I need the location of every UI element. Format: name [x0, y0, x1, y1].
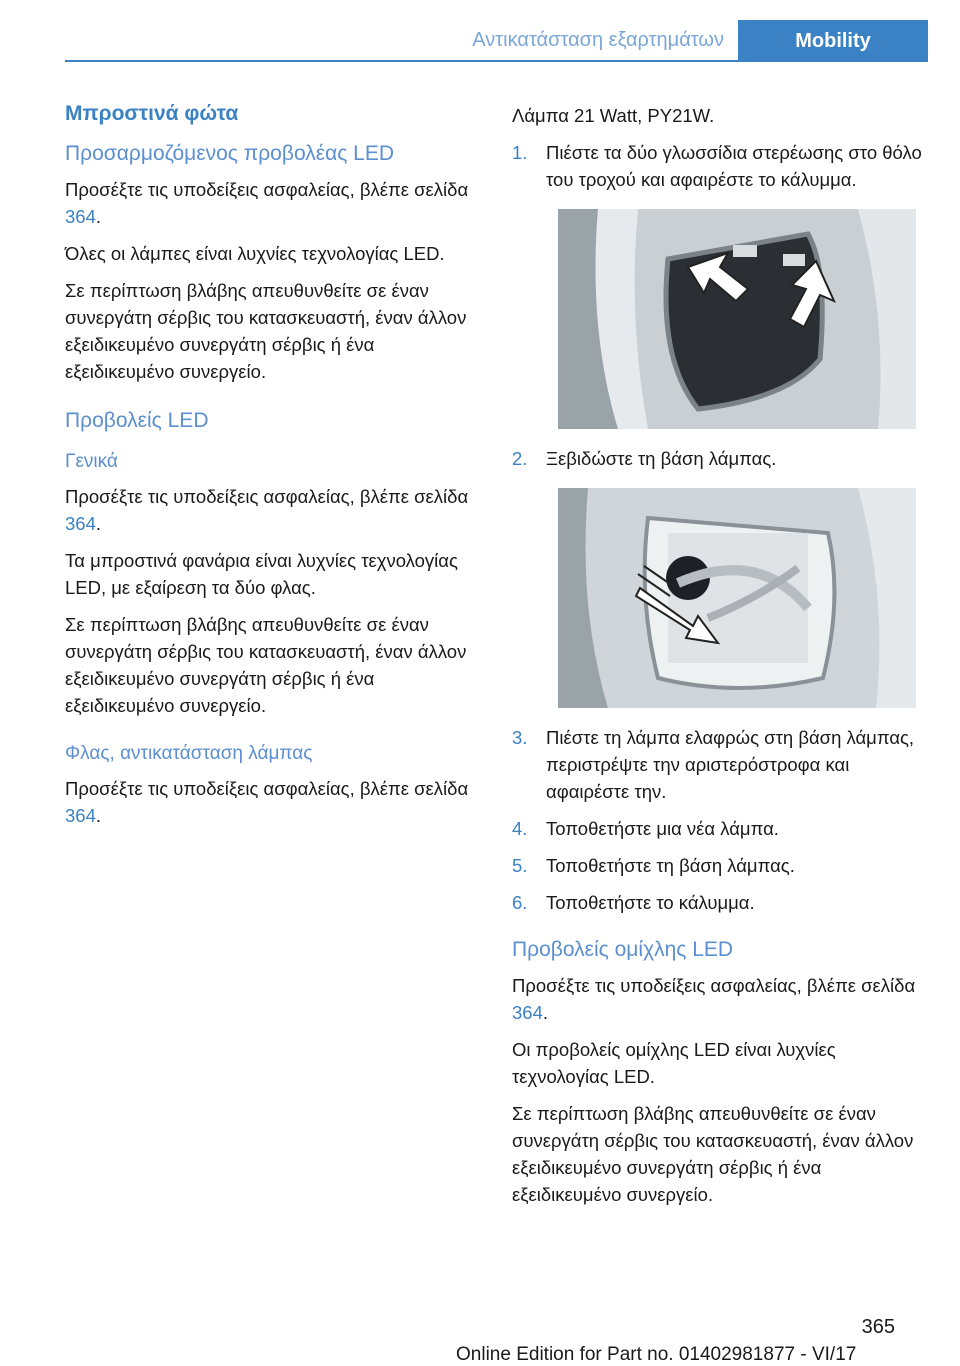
right-column [512, 102, 932, 1218]
step-number: 1. [512, 142, 528, 163]
page-header [0, 0, 960, 62]
general-para-2: Σε περίπτωση βλάβης απευθυνθείτε σε έναν συνεργάτη σέρβις του κατασκευαστή, έναν άλλον εξειδικευμένο συνεργάτη σέρβις ή ένα εξειδικευμένο συνεργείο. [65, 614, 467, 716]
steps-list [512, 139, 932, 193]
fog-para-1: Οι προβολείς ομίχλης LED είναι λυχνίες τεχνολογίας LED. [512, 1039, 836, 1087]
adaptive-safety-note: Προσέξτε τις υποδείξεις ασφαλείας, βλέπε σελίδα 364. [65, 179, 469, 227]
step-number: 4. [512, 818, 528, 839]
step-6 [512, 889, 932, 916]
lamp-spec: Λάμπα 21 Watt, PY21W. [512, 105, 715, 126]
page-number: 365 [861, 1316, 895, 1338]
step-text: Τοποθετήστε τη βάση λάμπας. [546, 855, 795, 876]
general-safety-note: Προσέξτε τις υποδείξεις ασφαλείας, βλέπε σελίδα 364. [65, 486, 469, 534]
step-number: 5. [512, 855, 528, 876]
wheel-arch-cover-figure [558, 209, 916, 429]
step-number: 3. [512, 727, 528, 748]
lamp-socket-figure [558, 488, 916, 708]
step-number: 2. [512, 448, 528, 469]
step-1 [512, 139, 932, 193]
chapter-tab-label: Mobility [795, 29, 871, 52]
page-link[interactable]: 364 [65, 805, 96, 826]
page-link[interactable]: 364 [512, 1002, 543, 1023]
header-rule [65, 60, 928, 62]
steps-list-2 [512, 445, 932, 472]
step-5 [512, 852, 932, 879]
section-title: Αντικατάσταση εξαρτημάτων [472, 29, 724, 51]
adaptive-safety-text: Προσέξτε τις υποδείξεις ασφαλείας, βλέπε σελίδα [65, 179, 469, 200]
edition-note: Online Edition for Part no. 01402981877 - VI/17 [456, 1344, 857, 1365]
left-column [65, 102, 480, 839]
adaptive-heading: Προσαρμοζόμενος προβολέας LED [65, 142, 395, 165]
step-text: Πιέστε τα δύο γλωσσίδια στερέωσης στο θόλο του τροχού και αφαιρέστε το κάλυμμα. [546, 142, 922, 190]
turn-safety-text: Προσέξτε τις υποδείξεις ασφαλείας, βλέπε σελίδα [65, 778, 469, 799]
step-text: Ξεβιδώστε τη βάση λάμπας. [546, 448, 777, 469]
turn-safety-note: Προσέξτε τις υποδείξεις ασφαλείας, βλέπε σελίδα 364. [65, 778, 469, 826]
steps-list-3 [512, 724, 932, 916]
step-text: Πιέστε τη λάμπα ελαφρώς στη βάση λάμπας, περιστρέψτε την αριστερόστροφα και αφαιρέστε την. [546, 727, 915, 802]
step-3 [512, 724, 932, 805]
chapter-tab [738, 20, 928, 62]
fog-para-2: Σε περίπτωση βλάβης απευθυνθείτε σε έναν συνεργάτη σέρβις του κατασκευαστή, έναν άλλον εξειδικευμένο συνεργάτη σέρβις ή ένα εξειδικευμένο συνεργείο. [512, 1103, 914, 1205]
general-heading: Γενικά [65, 451, 118, 472]
step-text: Τοποθετήστε μια νέα λάμπα. [546, 818, 779, 839]
led-heading: Προβολείς LED [65, 409, 209, 432]
page-title: Μπροστινά φώτα [65, 102, 239, 125]
adaptive-para-1: Όλες οι λάμπες είναι λυχνίες τεχνολογίας LED. [65, 243, 445, 264]
adaptive-para-2: Σε περίπτωση βλάβης απευθυνθείτε σε έναν συνεργάτη σέρβις του κατασκευαστή, έναν άλλον εξειδικευμένο συνεργάτη σέρβις ή ένα εξειδικευμένο συνεργείο. [65, 280, 467, 382]
turn-signal-heading: Φλας, αντικατάσταση λάμπας [65, 743, 313, 764]
step-number: 6. [512, 892, 528, 913]
step-text: Τοποθετήστε το κάλυμμα. [546, 892, 755, 913]
page-link[interactable]: 364 [65, 513, 96, 534]
general-para-1: Τα μπροστινά φανάρια είναι λυχνίες τεχνολογίας LED, με εξαίρεση τα δύο φλας. [65, 550, 458, 598]
fog-heading: Προβολείς ομίχλης LED [512, 938, 734, 961]
fog-safety-text: Προσέξτε τις υποδείξεις ασφαλείας, βλέπε σελίδα [512, 975, 916, 996]
page-link[interactable]: 364 [65, 206, 96, 227]
step-4 [512, 815, 932, 842]
general-safety-text: Προσέξτε τις υποδείξεις ασφαλείας, βλέπε σελίδα [65, 486, 469, 507]
step-2 [512, 445, 932, 472]
fog-safety-note: Προσέξτε τις υποδείξεις ασφαλείας, βλέπε σελίδα 364. [512, 975, 916, 1023]
